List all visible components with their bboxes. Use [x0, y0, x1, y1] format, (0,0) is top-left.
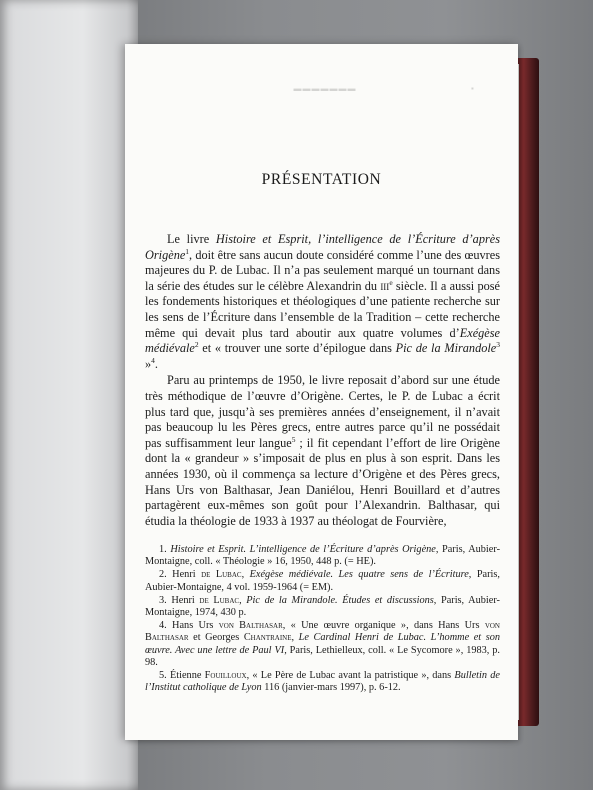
- footnotes: [145, 544, 500, 695]
- footnote-5: 5. Étienne Fouilloux, « Le Père de Lubac avant la patristique », dans Bulletin de l’Institut catholique de Lyon 116 (janvier-mars 1997), p. 6-12.: [145, 670, 500, 694]
- show-through-page-number: ▪: [471, 84, 474, 93]
- left-page-edge: [0, 0, 138, 790]
- section-title: PRÉSENTATION: [261, 171, 382, 188]
- footnote-2: 2. Henri de Lubac, Exégèse médiévale. Les quatre sens de l’Écriture, Paris, Aubier-Montaigne, 4 vol. 1959-1964 (= EM).: [145, 569, 500, 593]
- book-page: [125, 44, 518, 740]
- footnote-1: 1. Histoire et Esprit. L’intelligence de l’Écriture d’après Origène, Paris, Aubier-Montaigne, coll. « Théologie » 16, 1950, 448 p. (= HE).: [145, 544, 501, 568]
- footnote-3: 3. Henri de Lubac, Pic de la Mirandole. Études et discussions, Paris, Aubier-Montaigne, 1974, 430 p.: [145, 594, 500, 619]
- paragraph-1: Le livre Histoire et Esprit, l’intelligence de l’Écriture d’après Origène$^1$, doit être sans aucun doute considéré comme l’une des œuvres majeures du P. de Lubac. Il n’a pas seulement marqué un tournant dans la série des études sur le célèbre Alexandrin du iii$^e$ siècle. Il a aussi posé les fondements historiques et théologiques d’une patiente recherche sur les sens de l’Écriture dans l’ensemble de la Tradition – cette recherche même qui devait plus tard aboutir aux quatre volumes d’Exégèse médiévale$^2$ et « trouver une sorte d’épilogue dans Pic de la Mirandole$^3$ »$^4$.: [145, 232, 500, 371]
- paragraph-2: Paru au printemps de 1950, le livre reposait d’abord sur une étude très méthodique de l’œuvre d’Origène. Certes, le P. de Lubac a écrit plus tard que, jusqu’à ses premières années d’enseignement, il n’avait pas beaucoup lu les Pères grecs, entre autres parce qu’il ne possédait pas suffisamment leur langue$^5$ ; il fit cependant l’effort de lire Origène dont la « grandeur » s’imposait de plus en plus à son esprit. Dans les années 1930, où il commença sa lecture d’Origène et des Pères grecs, Hans Urs von Balthasar, Jean Daniélou, Henri Bouillard et d’autres partagèrent eux-mêmes son goût pour l’Alexandrin. Balthasar, qui étudia la théologie de 1933 à 1937 au théologat de Fourvière,: [145, 373, 500, 528]
- show-through-running-head: ▬▬▬▬▬▬▬: [293, 84, 357, 93]
- footnote-4: 4. Hans Urs von Balthasar, « Une œuvre organique », dans Hans Urs von Balthasar et Georges Chantraine, Le Cardinal Henri de Lubac. L’homme et son œuvre. Avec une lettre de Paul VI, Paris, Lethielleux, coll. « Le Sycomore », 1983, p. 98.: [145, 619, 500, 669]
- body-text: [145, 232, 500, 529]
